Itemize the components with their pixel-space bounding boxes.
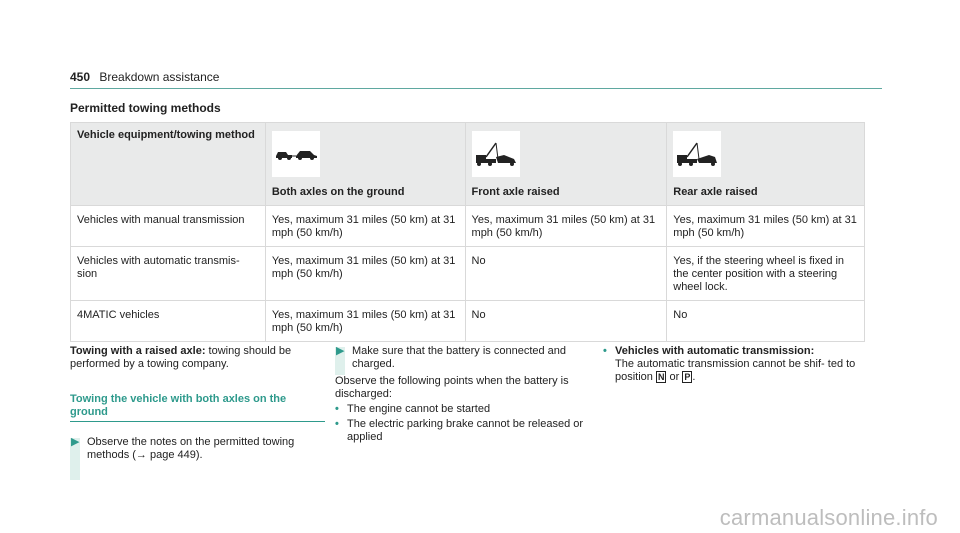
column-label: Front axle raised <box>471 186 560 198</box>
instruction-step <box>335 345 590 371</box>
list-item-text: The engine cannot be started <box>347 403 491 415</box>
table-corner-header: Vehicle equipment/towing method <box>71 123 266 206</box>
table-cell: No <box>465 247 667 301</box>
table-row <box>71 301 865 342</box>
towing-methods-table <box>70 122 865 342</box>
list-item <box>335 403 590 416</box>
end-text: . <box>692 371 696 383</box>
row-label: 4MATIC vehicles <box>71 301 266 342</box>
step-text: Observe the notes on the permitted towing methods (→ page 449). <box>87 436 295 461</box>
raised-axle-note <box>70 345 320 371</box>
column-label: Rear axle raised <box>673 186 758 198</box>
subsection-divider <box>70 421 325 422</box>
subsection-heading: Towing the vehicle with both axles on the ground <box>70 393 287 418</box>
column-header-front-raised <box>465 123 667 206</box>
list-item <box>603 345 863 384</box>
page-number: 450 <box>70 70 91 84</box>
table-header-row <box>71 123 865 206</box>
column-header-rear-raised <box>667 123 865 206</box>
list-item-text: The electric parking brake cannot be released or applied <box>347 418 584 443</box>
step-text: Make sure that the battery is connected and charged. <box>352 345 567 370</box>
table-cell: Yes, if the steering wheel is fixed in the center position with a steering wheel lock. <box>667 247 865 301</box>
step-arrow-icon: ▶ <box>71 436 80 448</box>
instruction-step <box>70 436 320 462</box>
column-header-both-axles <box>265 123 465 206</box>
list-item <box>335 418 590 444</box>
bullet-icon: • <box>603 345 607 357</box>
or-text: or <box>666 371 683 383</box>
table-cell: Yes, maximum 31 miles (50 km) at 31 mph (50 km/h) <box>265 206 465 247</box>
left-column <box>70 345 320 462</box>
page-header <box>70 70 219 84</box>
table-cell: Yes, maximum 31 miles (50 km) at 31 mph (50 km/h) <box>265 247 465 301</box>
table-cell: No <box>465 301 667 342</box>
header-divider <box>70 88 882 89</box>
row-label: Vehicles with manual transmission <box>71 206 266 247</box>
bullet-icon: • <box>335 418 339 430</box>
row-label: Vehicles with automatic transmis- sion <box>71 247 266 301</box>
step-arrow-icon: ▶ <box>336 345 345 357</box>
automatic-transmission-heading: Vehicles with automatic transmission: <box>615 345 815 357</box>
gear-p-key-icon: P <box>684 372 691 382</box>
table-cell: Yes, maximum 31 miles (50 km) at 31 mph (50 km/h) <box>265 301 465 342</box>
middle-column <box>335 345 590 444</box>
battery-observe-text: Observe the following points when the battery is discharged: <box>335 375 569 400</box>
car-towed-on-wheels-icon <box>272 131 320 177</box>
right-column <box>603 345 863 384</box>
tow-truck-rear-raised-icon <box>673 131 721 177</box>
page-header-title: Breakdown assistance <box>99 70 220 84</box>
section-title: Permitted towing methods <box>70 101 221 115</box>
table-cell: Yes, maximum 31 miles (50 km) at 31 mph (50 km/h) <box>667 206 865 247</box>
bullet-icon: • <box>335 403 339 415</box>
automatic-transmission-text: The automatic transmission cannot be shif- ted to position <box>615 358 856 383</box>
watermark: carmanualsonline.info <box>719 505 938 530</box>
tow-truck-front-raised-icon <box>472 131 520 177</box>
table-row <box>71 247 865 301</box>
table-cell: Yes, maximum 31 miles (50 km) at 31 mph (50 km/h) <box>465 206 667 247</box>
raised-axle-note-text: towing should be performed by a towing company. <box>70 345 292 370</box>
table-row <box>71 206 865 247</box>
column-label: Both axles on the ground <box>271 186 405 198</box>
table-cell: No <box>667 301 865 342</box>
gear-n-key-icon: N <box>657 372 665 382</box>
raised-axle-note-heading: Towing with a raised axle: <box>70 345 206 357</box>
